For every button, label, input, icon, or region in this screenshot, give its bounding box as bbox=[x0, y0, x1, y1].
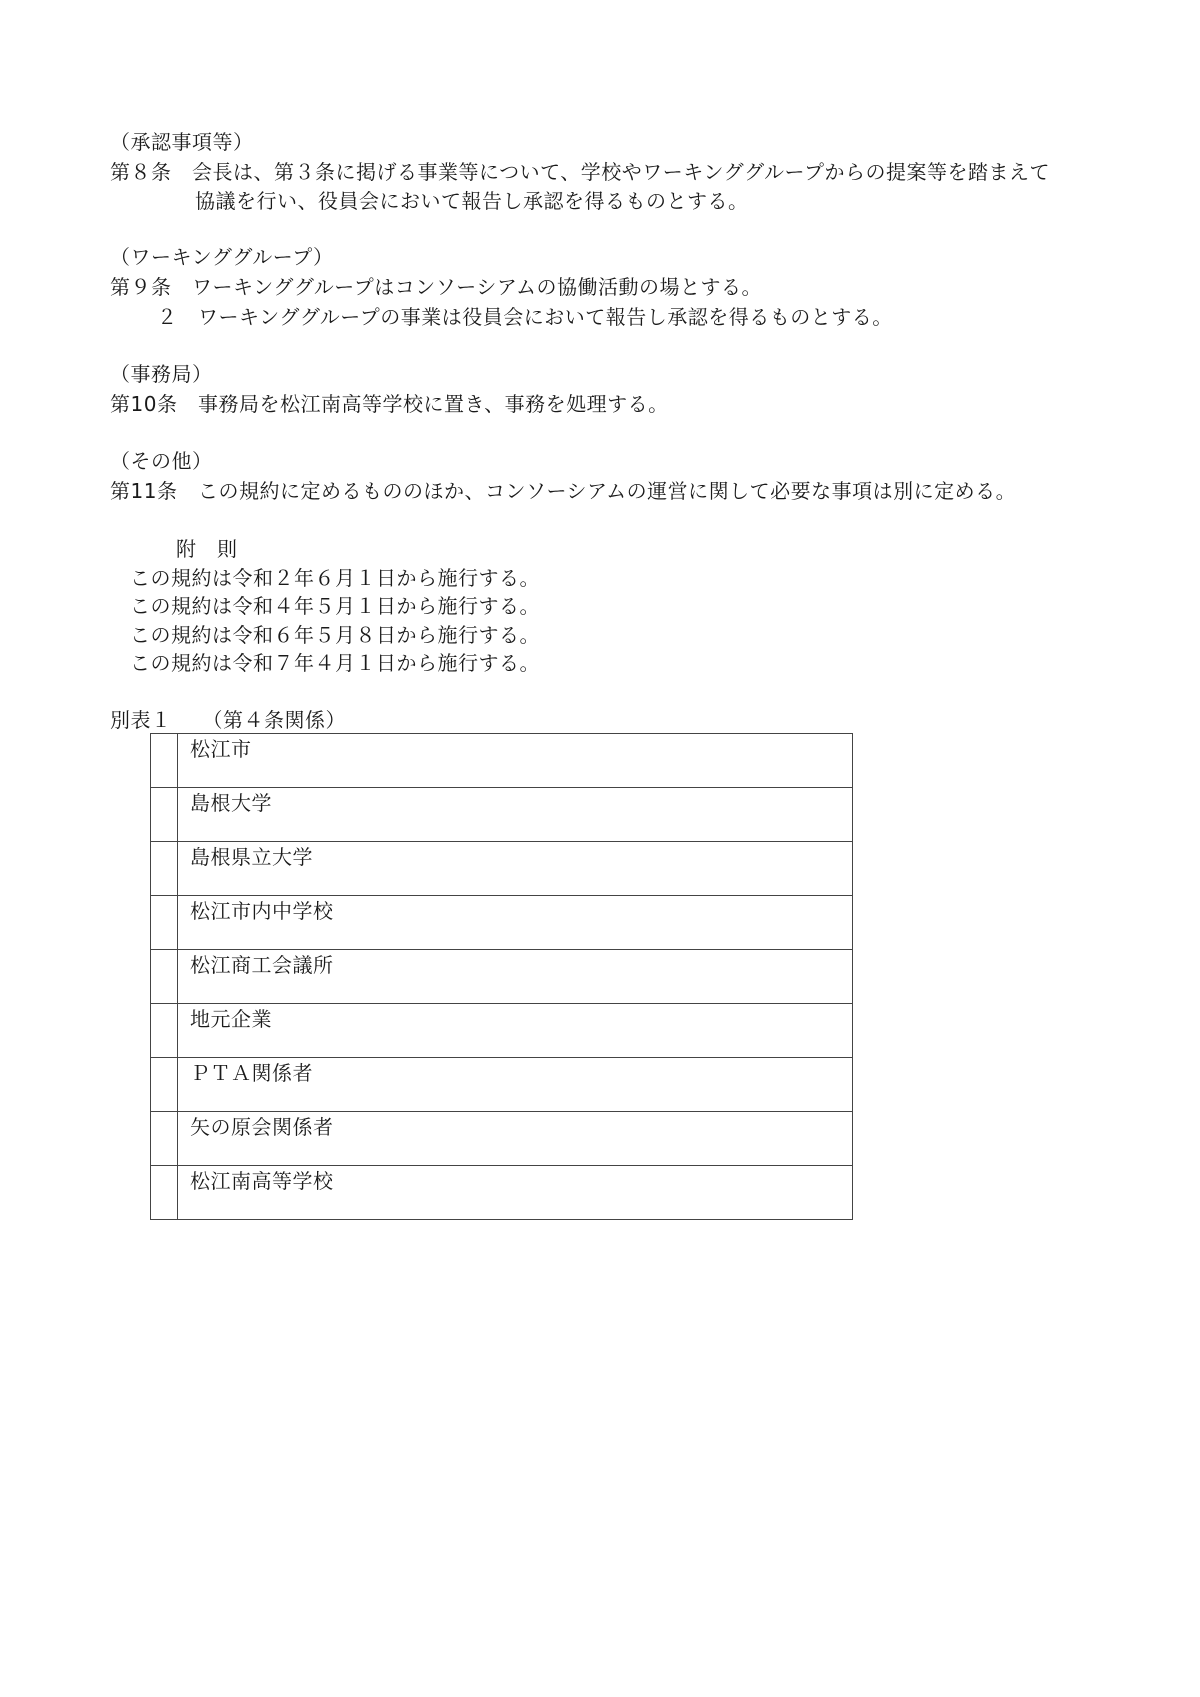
table-row bbox=[151, 1004, 853, 1058]
supplementary-line: この規約は令和２年６月１日から施行する。 bbox=[130, 566, 540, 590]
table-caption: 別表１ （第４条関係） bbox=[110, 708, 346, 732]
row-number-cell bbox=[151, 734, 178, 788]
organization-cell: 矢の原会関係者 bbox=[178, 1112, 853, 1166]
supplementary-title: 附 則 bbox=[176, 537, 238, 561]
row-number-cell bbox=[151, 950, 178, 1004]
row-number-cell bbox=[151, 788, 178, 842]
table-row bbox=[151, 1166, 853, 1220]
organization-cell: 松江市 bbox=[178, 734, 853, 788]
organization-cell: 松江商工会議所 bbox=[178, 950, 853, 1004]
organization-cell: 地元企業 bbox=[178, 1004, 853, 1058]
row-number-cell bbox=[151, 1112, 178, 1166]
row-number-cell bbox=[151, 1058, 178, 1112]
table-row bbox=[151, 1112, 853, 1166]
article11-line1: 第11条 この規約に定めるもののほか、コンソーシアムの運営に関して必要な事項は別に定める。 bbox=[110, 479, 1017, 503]
table-row bbox=[151, 734, 853, 788]
article8-heading: （承認事項等） bbox=[110, 130, 254, 154]
article10-line1: 第10条 事務局を松江南高等学校に置き、事務を処理する。 bbox=[110, 392, 669, 416]
table-row bbox=[151, 1058, 853, 1112]
table-row bbox=[151, 950, 853, 1004]
supplementary-line: この規約は令和４年５月１日から施行する。 bbox=[130, 594, 540, 618]
article9-line1: 第９条 ワーキンググループはコンソーシアムの協働活動の場とする。 bbox=[110, 275, 762, 299]
row-number-cell bbox=[151, 842, 178, 896]
article10-heading: （事務局） bbox=[110, 362, 213, 386]
organization-cell: 松江南高等学校 bbox=[178, 1166, 853, 1220]
organization-cell: 松江市内中学校 bbox=[178, 896, 853, 950]
table-row bbox=[151, 842, 853, 896]
row-number-cell bbox=[151, 1004, 178, 1058]
article9-heading: （ワーキンググループ） bbox=[110, 245, 334, 269]
table-row bbox=[151, 896, 853, 950]
organization-cell: 島根県立大学 bbox=[178, 842, 853, 896]
article9-line2: ２ ワーキンググループの事業は役員会において報告し承認を得るものとする。 bbox=[157, 305, 893, 329]
row-number-cell bbox=[151, 896, 178, 950]
supplementary-line: この規約は令和７年４月１日から施行する。 bbox=[130, 651, 540, 675]
article11-heading: （その他） bbox=[110, 449, 213, 473]
organization-cell: 島根大学 bbox=[178, 788, 853, 842]
row-number-cell bbox=[151, 1166, 178, 1220]
table-row bbox=[151, 788, 853, 842]
supplementary-line: この規約は令和６年５月８日から施行する。 bbox=[130, 623, 540, 647]
article8-line2: 協議を行い、役員会において報告し承認を得るものとする。 bbox=[195, 189, 749, 213]
organization-cell: ＰＴＡ関係者 bbox=[178, 1058, 853, 1112]
member-organizations-table bbox=[150, 733, 853, 1220]
article8-line1: 第８条 会長は、第３条に掲げる事業等について、学校やワーキンググループからの提案等を踏まえて bbox=[110, 160, 1050, 184]
